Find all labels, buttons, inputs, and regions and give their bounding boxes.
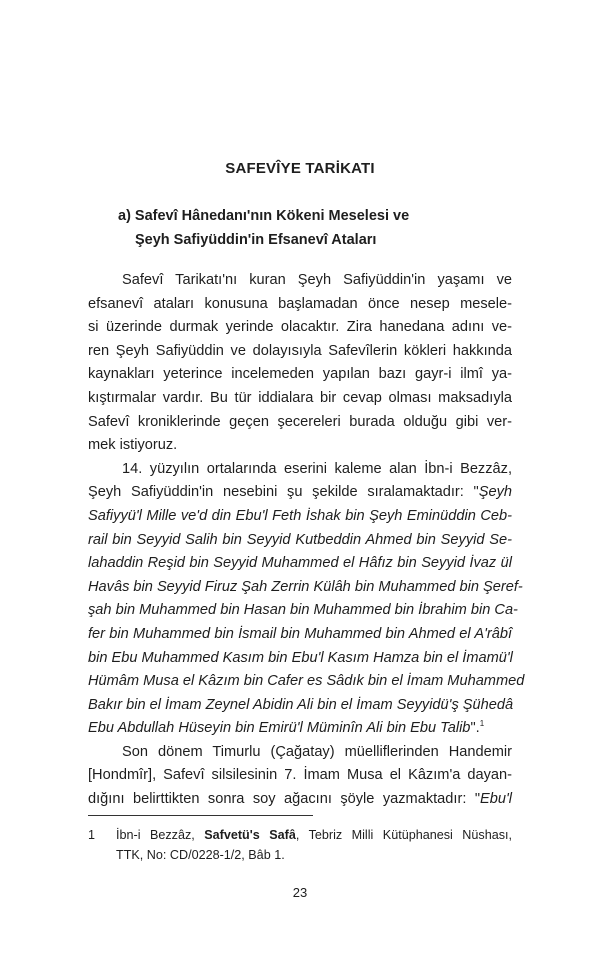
quote-line: şah bin Muhammed bin Hasan bin Muhammed bin İbrahim bin Ca- [88,602,518,619]
paragraph-2 [88,458,525,741]
footnote-divider [88,815,313,816]
text-line: si üzerinde durmak yerinde olacaktır. Zira hanedana adını ve- [88,319,512,336]
text-line: 14. yüzyılın ortalarında eserini kaleme alan İbn-i Bezzâz, [122,460,512,477]
footnote-line: İbn-i Bezzâz, Safvetü's Safâ, Tebriz Milli Kütüphanesi Nüshası, [116,828,513,842]
text-line: mek istiyoruz. [88,437,178,454]
quote-line: Bakır bin el İmam Zeynel Abidin Ali bin el İmam Seyyidü'ş Şühedâ [88,696,514,713]
page-number: 23 [292,885,308,900]
quote-line: lahaddin Reşid bin Seyyid Muhammed el Hâfız bin Seyyid İvaz ül [88,555,512,572]
footnote [88,825,512,865]
quote-line: Ebu Abdullah Hüseyin bin Emirü'l Müminîn Ali bin Ebu Talib".$^1$ [88,719,485,737]
quote-line: Havâs bin Seyyid Firuz Şah Zerrin Külâh bin Muhammed bin Şeref- [88,578,523,595]
footnote-line: TTK, No: CD/0228-1/2, Bâb 1. [116,848,285,862]
quote-line: bin Ebu Muhammed Kasım bin Ebu'l Kasım Hamza bin el İmamü'l [88,649,513,666]
chapter-title: SAFEVÎYE TARİKATI [225,160,375,177]
footnote-work-title: Safvetü's Safâ [204,828,296,842]
text-line: Şeyh Safiyüddin'in nesebini şu şekilde sıralamaktadır: "Şeyh [88,484,512,501]
body-text [88,269,525,812]
footnote-number: 1 [88,828,96,842]
text-line: kıştırmalar vardır. Bu tür iddialara bir cevap olması maksadıyla [88,389,512,406]
footnote-reference[interactable]: 1 [479,719,485,729]
text-line: Safevî kroniklerinde geçen şecereleri burada olduğu gibi ver- [88,413,512,430]
quote-line: Safiyyü'l Mille ve'd din Ebu'l Feth İshak bin Şeyh Eminüddin Ceb- [88,507,512,524]
text-line: ren Şeyh Safiyüddin ve dolayısıyla Safevîlerin kökleri hakkında [88,342,512,359]
text-line: [Hondmîr], Safevî silsilesinin 7. İmam Musa el Kâzım'a dayan- [88,767,512,784]
section-heading [118,204,409,252]
text-line: dığını belirttikten sonra soy ağacını şöyle yazmaktadır: "Ebu'l [88,791,512,808]
text-line: efsanevî ataları konusuna başlamadan önce nesep mesele- [88,295,512,312]
paragraph-3 [88,741,512,812]
text-line: kaynakları yeterince incelemeden yapılan bazı gayr-i ilmî ya- [88,366,512,383]
text-line: Safevî Tarikatı'nı kuran Şeyh Safiyüddin'in yaşamı ve [122,272,512,288]
paragraph-1 [88,269,512,458]
section-heading-line-1: a) Safevî Hânedanı'nın Kökeni Meselesi ve [118,208,410,224]
footnote-text [116,825,512,865]
section-heading-line-2: Şeyh Safiyüddin'in Efsanevî Ataları [135,232,377,248]
quote-line: Hümâm Musa el Kâzım bin Cafer es Sâdık bin el İmam Muhammed [88,673,525,690]
text-line: Son dönem Timurlu (Çağatay) müelliflerinden Handemir [122,743,512,760]
quote-line: fer bin Muhammed bin İsmail bin Muhammed bin Ahmed el A'râbî [88,625,512,642]
quote-line: rail bin Seyyid Salih bin Seyyid Kutbeddin Ahmed bin Seyyid Se- [88,531,512,548]
